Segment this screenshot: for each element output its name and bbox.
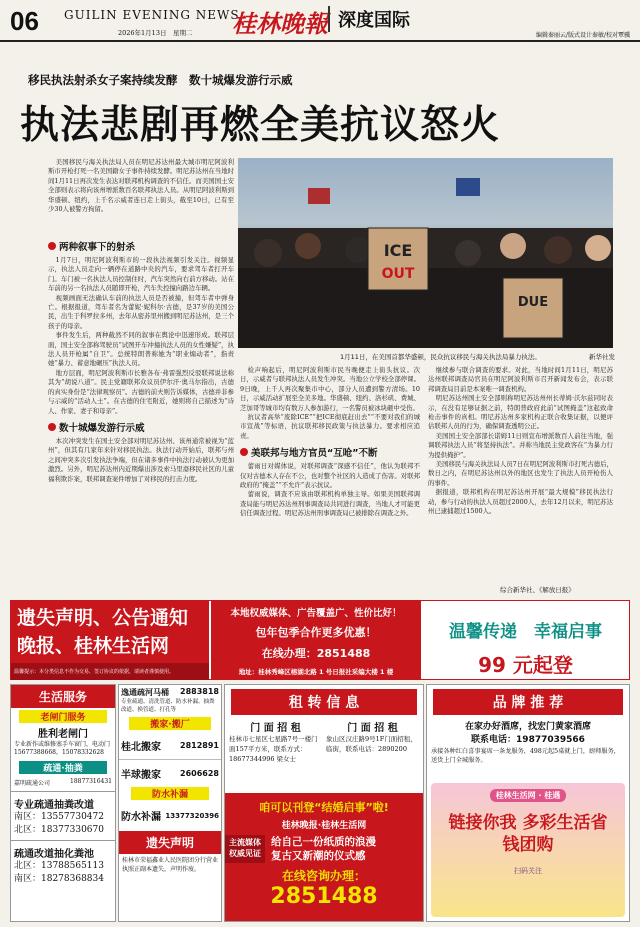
- banner-mid-addr: 地址：桂林秀峰区榕湖北路 1 号日报社采编大楼 1 楼: [238, 668, 394, 676]
- svg-text:ICE: ICE: [383, 241, 413, 260]
- col3-ad1-text: 桂林市七星区七星路7号一楼门面157平方米，联系方式：18677344996 梁女士: [229, 735, 318, 763]
- col1-header: 生活服务: [11, 685, 115, 708]
- banner-right-line1: 温馨传递 幸福启事: [449, 622, 602, 642]
- banner-mid-line2: 包年包季合作更多优惠！: [255, 626, 377, 639]
- col1-biz4: 疏通改道抽化粪池: [11, 840, 115, 860]
- col4-header: 品 牌 推 荐: [433, 689, 623, 715]
- article-headline: 执法悲剧再燃全美抗议怒火: [20, 103, 501, 148]
- col2-lost-header: 遗失声明: [119, 831, 221, 854]
- col1-biz2-row: [11, 777, 115, 788]
- promo-top: 桂林生活网 · 桂遇: [490, 789, 567, 802]
- banner-mid-line1: 本地权威媒体、广告覆盖广、性价比好！: [230, 608, 402, 619]
- page-header: [0, 0, 640, 42]
- col2-biz4-phone: 13377320396: [165, 811, 219, 820]
- col2-biz1-row: [119, 685, 221, 698]
- col2-banner: 搬家·搬厂: [129, 717, 211, 730]
- col3-ad1-title: 门 面 招 租: [250, 723, 301, 734]
- col1-biz1: 胜利老闸门: [38, 729, 88, 740]
- promo-ad: [431, 783, 625, 917]
- col1-biz4-line: 北区：13788565113: [14, 861, 104, 871]
- right-column: [428, 366, 613, 517]
- paragraph: 蕾雨说，调查不应该由联邦机构单独主导。如果美国联邦调查局能与明尼苏达州刑事调查局共同进行调查，当地人才可能更信任调查过程。明尼苏达州刑事调查局已被排除在调查之外。: [240, 490, 420, 518]
- article-kicker: 移民执法射杀女子案持续发酵 数十城爆发游行示威: [28, 73, 293, 87]
- article-source: 综合新华社、《解放日报》: [500, 586, 575, 594]
- col1-biz3-line: 北区：18377330670: [14, 825, 104, 835]
- paper-logo: 桂林晚報: [232, 9, 328, 38]
- classified-col3: [224, 684, 424, 922]
- col2-biz3-phone: 2606628: [180, 769, 219, 778]
- col2-biz1-desc: 专业疏通、清洗管道、防水补漏、抽粪改道、换管道、打孔等: [121, 699, 215, 713]
- section3-title: 美联邦与地方官员“互呛”不断: [251, 448, 378, 460]
- paragraph: 蕾雨日对媒体说，对联邦调查“深感不信任”，他认为联邦不仅对古德本人存在不公，也对整个社区的人造成了伤害。对联邦政府的“掩盖”“不允许”表示抗议。: [240, 462, 420, 490]
- wedding-sub: 桂林晚报·桂林生活网: [281, 821, 367, 831]
- col1-sub2: 疏通·抽粪: [19, 761, 107, 774]
- classified-col4: [426, 684, 630, 922]
- bullet-dot-icon: [48, 423, 56, 431]
- col1-biz3: 专业疏通抽粪改道: [11, 791, 115, 811]
- date-line: 2026年1月13日 星期二: [118, 29, 193, 37]
- col1-biz3-line: 南区：13557730472: [14, 812, 104, 822]
- section2-title: 数十城爆发游行示威: [59, 422, 145, 434]
- ad-banner: [10, 600, 630, 680]
- paragraph: 据报道，联邦机构在明尼苏达州开展“最大规模”移民执法行动，参与行动的执法人员超过2000人，去年12月以来，明尼苏达州已逮捕超过1500人。: [428, 488, 613, 516]
- col2-biz1: 逸通疏河马桶: [121, 688, 169, 697]
- col2-biz1-phone: 2883818: [180, 687, 219, 696]
- wedding-top: 咱可以刊登“结婚启事”啦!: [259, 801, 389, 814]
- banner-left-title: 遗失声明、公告通知 晚报、桂林生活网: [11, 601, 209, 663]
- col2-biz2: 桂北搬家: [121, 742, 161, 753]
- article-lead: [48, 158, 234, 214]
- banner-notice: 温馨提示：本分类信息不作为交易、签订协议的依据，请读者谨慎使用。: [11, 663, 209, 680]
- wedding-phone-label: 在线咨询办理：: [281, 869, 366, 883]
- section3-heading: [240, 445, 420, 459]
- classified-col1: [10, 684, 116, 922]
- caption-text: 1月11日，在美国首都华盛顿，民众抗议移民与海关执法局暴力执法。: [340, 353, 541, 361]
- col1-sub1: 老闸门服务: [19, 710, 107, 723]
- paragraph: 1月7日，明尼阿波利斯市的一段执法视频引发关注。视频显示，执法人员走向一辆停在道路中央的汽车，要求驾车者打开车门。车门被一名执法人员控制住时，汽车突然向右前方移动。站在车前的另一名执法人员随即开枪，汽车失控撞向路边车辆。: [48, 256, 234, 293]
- col4-ad-phone: 联系电话：19877039566: [471, 735, 585, 745]
- wedding-ad: [225, 793, 423, 921]
- left-column: [48, 235, 234, 484]
- col2-biz4-row: [119, 800, 221, 831]
- photo-illustration: [238, 158, 613, 348]
- col4-ad-title: 在家办好酒席，找宏门黄家酒席: [464, 722, 591, 732]
- editors-line: 编辑秦丽云/版式设计秦敏/校对覃骥: [535, 32, 630, 39]
- promo-main: 链接你我 多彩生活省钱团购: [448, 813, 608, 855]
- wedding-main: 给自己一份纸质的浪漫 复古又新潮的仪式感: [271, 836, 376, 862]
- paragraph: 明尼苏达州国土安全部则称明尼苏达州州长蒂姆·沃尔兹同时表示，在没有足够证据之前，特朗普政府此前“试图掩盖”这起致命枪击事件的真相。明尼苏达州多家机构正联合收集证据，以便评估联邦人员的行为，确保调查透明公正。: [428, 394, 613, 431]
- paragraph: 事件发生后，两种截然不同的叙事在舆论中迅速形成。联邦层面，国土安全部称驾驶员“试图开车冲撞执法人员的女性嫌疑”，执法人员开枪属“自卫”。总统特朗普称她为“职业煽动者”，指责她“暴力、蓄意地碾压”执法人员。: [48, 331, 234, 368]
- banner-mid-phone: 在线办理：2851488: [261, 647, 371, 660]
- section2-heading: [48, 420, 234, 434]
- col3-ad2-title: 门 面 招 租: [347, 723, 398, 734]
- section-title: 深度国际: [328, 6, 410, 32]
- paragraph: 地方层面，明尼阿波利斯市长雅各布·弗雷强烈反驳联邦说法称其为“胡说八道”。民主党籍联邦众议员伊尔汗·奥马尔指出，古德的真实身份是“法律观察员”。古德的前夫则告诉媒体，古德并非参与示威的“活动人士”。在古德的住宅附近，她则将自己描述为“诗人、作家、妻子和母亲”。: [48, 368, 234, 415]
- lead-paragraph: 美国移民与海关执法局人员在明尼苏达州最大城市明尼阿波利斯市开枪打死一名美国籍女子事件持续发酵。明尼苏达州在当地时间1月11日再次发生表达对联邦机构调查的不信任。而美国国土安全部则表示将向该州增派数百名联邦执法人员。从明尼阿波利斯到华盛顿、纽约，上千名示威者连日走上街头，截至10日，已有至少30人被警方拘留。: [48, 158, 234, 214]
- page-number: 06: [10, 6, 39, 36]
- middle-column: [240, 366, 420, 519]
- section1-title: 两种叙事下的射杀: [59, 242, 136, 253]
- banner-right-price: 99 元起登: [478, 653, 573, 677]
- col2-biz4: 防水补漏: [121, 812, 161, 823]
- col3-ads-row: [225, 719, 423, 764]
- svg-text:OUT: OUT: [381, 266, 415, 282]
- col2-biz2-row: [119, 732, 221, 760]
- section1-heading: [48, 239, 234, 253]
- col1-biz2: 嘉明疏通公司: [14, 780, 51, 787]
- paragraph: 美国国土安全部部长诺姆11日则宣布增派数百人前往当地，强调联邦执法人员“将坚持执法”。并称当地民主党政客在“为暴力行为提供掩护”。: [428, 431, 613, 459]
- paragraph: 本次冲突发生在国土安全部对明尼苏达州、该州通常被视为“蓝州”，但其有几家年来针对移民执法。执法行动开始后，联邦与州之间冲突多次引发执法争端，但在诸多事件中执法行动被认为更加激烈。另外，明尼苏达州内近期爆出涉及索马里裔移民社区的儿童福利欺诈案，联邦调查案件增加了对移民的打击力度。: [48, 436, 234, 483]
- media-label: 主流媒体 权威见证: [225, 835, 265, 863]
- photo-credit: 新华社发: [589, 353, 615, 361]
- col2-biz3: 半球搬家: [121, 770, 161, 781]
- wedding-phone: 2851488: [270, 884, 378, 909]
- bullet-dot-icon: [48, 242, 56, 250]
- banner-mid: [211, 601, 421, 680]
- paragraph: 抗议者高举“废除ICE”“把ICE彻底赶出去”“不要对我们的城市宣战”等标语，抗议联邦移民政策与执法暴力。要求相应追责。: [240, 413, 420, 440]
- col4-ad-text: 承接各种红白喜事宴席一条龙服务，498元起5桌就上门，厨师服务，送货上门全城服务。: [431, 748, 620, 764]
- col1-biz4-line: 南区：18278368834: [14, 874, 104, 884]
- protest-photo: [238, 158, 613, 348]
- col2-lost-text: 桂林市荣福鑫业人民医院团分行营业执照正副本遗失，声明作废。: [122, 857, 219, 873]
- bullet-dot-icon: [240, 448, 248, 456]
- col2-biz2-phone: 2812891: [180, 741, 219, 750]
- col3-header: 租 转 信 息: [231, 689, 417, 715]
- wedding-body: [225, 835, 423, 863]
- col3-ad1: [229, 719, 322, 764]
- paragraph: 检声响起后，明尼阿波利斯市民当晚便走上街头抗议。次日，示威者与联邦执法人员发生冲突。当地公立学校全部停课。9日晚，上千人再次聚集市中心，部分人员遭到警方清场。10日，示威活动扩展至全美多地。华盛顿、纽约、洛杉矶、费城、芝加哥等城市均有数万人参加游行，一名警员被冰块砸中受伤。: [240, 366, 420, 412]
- col2-sub: 防水补漏: [131, 787, 209, 800]
- col3-ad2: [326, 719, 419, 764]
- col1-text1: 专业新作或维修塞手车窗门，电动门15677388668，15078332628: [14, 741, 111, 756]
- photo-caption: [340, 352, 615, 361]
- svg-text:DUE: DUE: [517, 295, 549, 310]
- col2-biz3-row: [119, 760, 221, 787]
- paragraph: 继续参与联合调查的要求。对此，当地时间1月11日，明尼苏达州联邦调查局官员在明尼阿波利斯市召开新闻发布会，表示联邦调查局目前是本案唯一调查机构。: [428, 366, 613, 393]
- paragraph: 美国移民与海关执法局人员7日在明尼阿波利斯市打死古德后，数日之内，在明尼苏达州以外的地区也发生了执法人员开枪伤人的事件。: [428, 460, 613, 487]
- promo-sub: 扫码关注: [514, 867, 542, 875]
- col3-ad2-text: 象山区汉庄路9号1F门面招租，临街，联系电话：2890200: [326, 735, 417, 753]
- col1-biz2-phone: 18877316431: [70, 778, 112, 785]
- paper-name-en: GUILIN EVENING NEWS: [64, 8, 240, 22]
- paragraph: 视频画面无法确认车前的执法人员是否被撞，但驾车者中弹身亡。根据报道，驾车者名为蕾妮·妮科尔·古德，是37岁的美国公民，出生于科罗拉多州，去年从密苏里州搬到明尼苏达州，是三个孩子的母亲。: [48, 293, 234, 330]
- classified-col2: [118, 684, 222, 922]
